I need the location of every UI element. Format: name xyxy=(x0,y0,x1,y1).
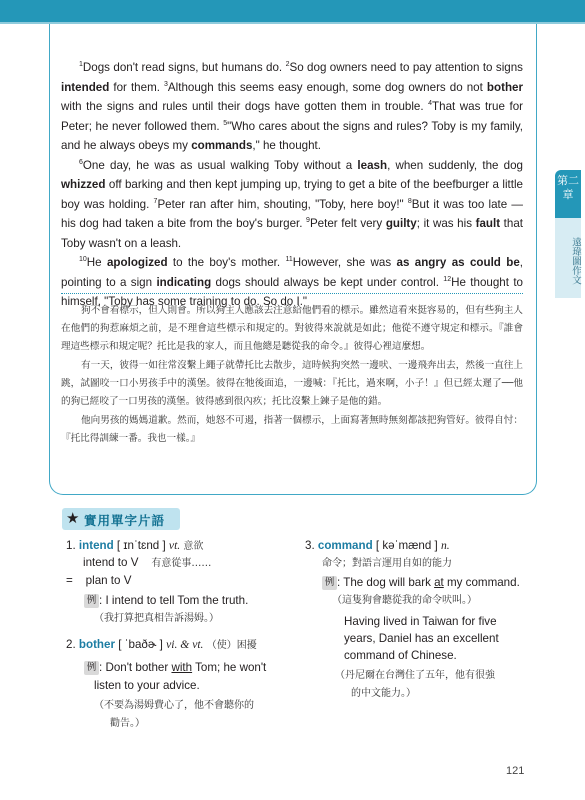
definition: 命令；對語言運用自如的能力 xyxy=(322,558,452,569)
example-2-translation: （丹尼爾在台灣住了五年，他有很強 xyxy=(335,670,495,681)
dotted-divider xyxy=(61,293,523,294)
sentence-number: 2 xyxy=(285,61,290,69)
example-line: 例 : I intend to tell Tom the truth. xyxy=(84,592,248,609)
story-text: that Toby wasn't on a leash. xyxy=(61,217,524,250)
chapter-label: 第二章 xyxy=(555,170,581,218)
translation-paragraph-2: 有一天，彼得一如往常沒繫上繩子就帶托比去散步，這時候狗突然一邊吠、一邊飛奔出去，然後一直往上跳，試圖咬一口小男孩手中的漢堡。彼得在牠後面追，一邊喊：『托比，過來啊，小子！』但已經太遲了──他的狗已經咬了一口男孩的漢堡。彼得感到很內疚；托比沒繫上鍊子是他的錯。 xyxy=(61,360,523,407)
example-badge: 例 xyxy=(84,594,99,608)
key-word: leash xyxy=(357,158,388,172)
story-text: off barking and then kept jumping up, trying to get a bite of the beefburger a little boy was holding. xyxy=(61,178,523,211)
example-2-line-3: command of Chinese. xyxy=(344,649,457,662)
sentence-number: 6 xyxy=(79,158,83,166)
headword: intend xyxy=(78,539,114,552)
header-bar xyxy=(0,0,585,22)
example-translation: （這隻狗會聽從我的命令吠叫。） xyxy=(332,595,477,606)
sentence-number: 10 xyxy=(79,256,87,264)
sentence-number: 12 xyxy=(443,275,452,283)
story-paragraph-2 xyxy=(61,156,523,254)
sentence-number: 5 xyxy=(223,119,228,127)
example-translation: （不要為湯姆費心了，他不會聽你的 xyxy=(94,700,254,711)
key-word: whizzed xyxy=(61,178,106,191)
story-text: Peter felt very xyxy=(309,217,386,230)
example-2-translation-cont: 的中文能力。） xyxy=(351,688,416,699)
sentence-number: 7 xyxy=(153,197,158,205)
sentence-number: 3 xyxy=(164,80,168,88)
example-2-line-2: years, Daniel has an excellent xyxy=(344,632,499,645)
key-word: intended xyxy=(61,80,110,94)
translation-paragraph-1: 狗不會看標示，但人則會。所以狗主人應該去注意給他們看的標示。雖然這看來挺容易的，但有些狗主人在他們的狗惹麻煩之前，是不理會這些標示和規定的。對彼得來說就是如此；他從不遵守規定和標示。『誰會理這些標示和規定呢？托比是我的家人，而且他總是聽從我的命令。』彼得心裡這麼想。 xyxy=(61,305,523,352)
headword: bother xyxy=(78,638,115,651)
story-text: for them. xyxy=(109,80,165,94)
sentence-number: 1 xyxy=(79,61,83,69)
translation-paragraph-3: 他向男孩的媽媽道歉。然而，她怒不可遏，指著一個標示，上面寫著無時無刻都該把狗管好。彼得自忖：『托比得訓練一番。我也一樣。』 xyxy=(61,415,523,444)
example-translation-cont: 勸告。） xyxy=(110,718,145,729)
example-line-cont: listen to your advice. xyxy=(94,679,200,692)
sentence-number: 8 xyxy=(407,197,412,205)
chinese-translation xyxy=(61,302,523,449)
chapter-tab xyxy=(555,170,585,298)
story-text: ," he thought. xyxy=(252,139,321,152)
story-text: So dog owners need to pay attention to signs xyxy=(289,61,523,74)
story-text: Peter ran after him, shouting, "Toby, here boy!" xyxy=(157,197,408,211)
story-text: However, she was xyxy=(292,256,397,269)
sentence-number: 4 xyxy=(428,100,433,108)
key-word: commands xyxy=(191,139,253,152)
headword: command xyxy=(317,539,373,552)
key-word: guilty xyxy=(385,217,417,230)
pronunciation: [ ɪnˈtɛnd ] xyxy=(116,539,166,552)
example-line: 例 : Don't bother with Tom; he won't xyxy=(84,659,266,676)
entry-command-head: 3. command [ kəˈmænd ] n. xyxy=(305,539,450,552)
story-text: to the boy's mother. xyxy=(167,256,286,269)
vocab-section-header xyxy=(62,508,180,530)
part-of-speech: vi. & vt. xyxy=(166,638,204,651)
example-translation: （我打算把真相告訴湯姆。） xyxy=(94,613,219,624)
story-text: dogs should always be kept under control. xyxy=(211,275,444,289)
example-badge: 例 xyxy=(322,576,337,590)
example-badge: 例 xyxy=(84,661,99,675)
example-2-line-1: Having lived in Taiwan for five xyxy=(344,615,497,628)
example-line: 例 : The dog will bark at my command. xyxy=(322,574,520,591)
story-text: One day, he was as usual walking Toby without a xyxy=(82,158,358,172)
entry-intend-head: 1. intend [ ɪnˈtɛnd ] vt. 意欲 xyxy=(66,539,204,552)
star-icon: ★ xyxy=(66,510,80,527)
phrase-line: intend to V 有意從事…… xyxy=(83,556,212,569)
sentence-number: 11 xyxy=(285,256,293,264)
key-word: fault xyxy=(475,217,501,230)
page-number: 121 xyxy=(506,765,525,777)
key-word: apologized xyxy=(106,256,168,269)
story-text: "Who cares about the signs and rules? Toby is my family, and he always obeys my xyxy=(61,119,523,152)
key-word: bother xyxy=(486,80,523,94)
story-text: He thought to himself, "Toby has some training to do. So do I." xyxy=(61,275,523,308)
key-word: as angry as could be xyxy=(396,256,520,269)
part-of-speech: n. xyxy=(441,539,450,552)
key-word: indicating xyxy=(156,275,212,289)
story-text: Dogs don't read signs, but humans do. xyxy=(82,61,286,74)
story-text: , when suddenly, the dog xyxy=(387,158,523,172)
english-story xyxy=(61,58,523,312)
synonym-line: = plan to V xyxy=(66,574,132,587)
sentence-number: 9 xyxy=(306,217,310,225)
story-text: ; it was his xyxy=(416,217,476,230)
chapter-subtitle: 遠瑋圖作文 xyxy=(555,218,581,298)
story-text: with the signs and rules until their dogs have gotten them in trouble. xyxy=(61,100,429,113)
story-text: He xyxy=(86,256,107,269)
entry-bother-head: 2. bother [ ˈbaðɚ ] vi. & vt. （使）困擾 xyxy=(66,638,257,651)
story-text: That was true for Peter; he never followed them. xyxy=(61,100,523,133)
definition: （使）困擾 xyxy=(206,640,257,651)
story-paragraph-1 xyxy=(61,58,523,156)
definition: 意欲 xyxy=(183,541,204,552)
vocab-section-title: 實用單字片語 xyxy=(84,513,166,528)
story-text: , pointing to a sign xyxy=(61,256,523,289)
pronunciation: [ kəˈmænd ] xyxy=(375,539,438,552)
story-text: Although this seems easy enough, some dog owners do not xyxy=(167,80,487,94)
story-text: But it was too late — his dog had taken a bite from the boy's burger. xyxy=(61,197,524,230)
pronunciation: [ ˈbaðɚ ] xyxy=(118,638,163,651)
part-of-speech: vt. xyxy=(168,539,181,552)
